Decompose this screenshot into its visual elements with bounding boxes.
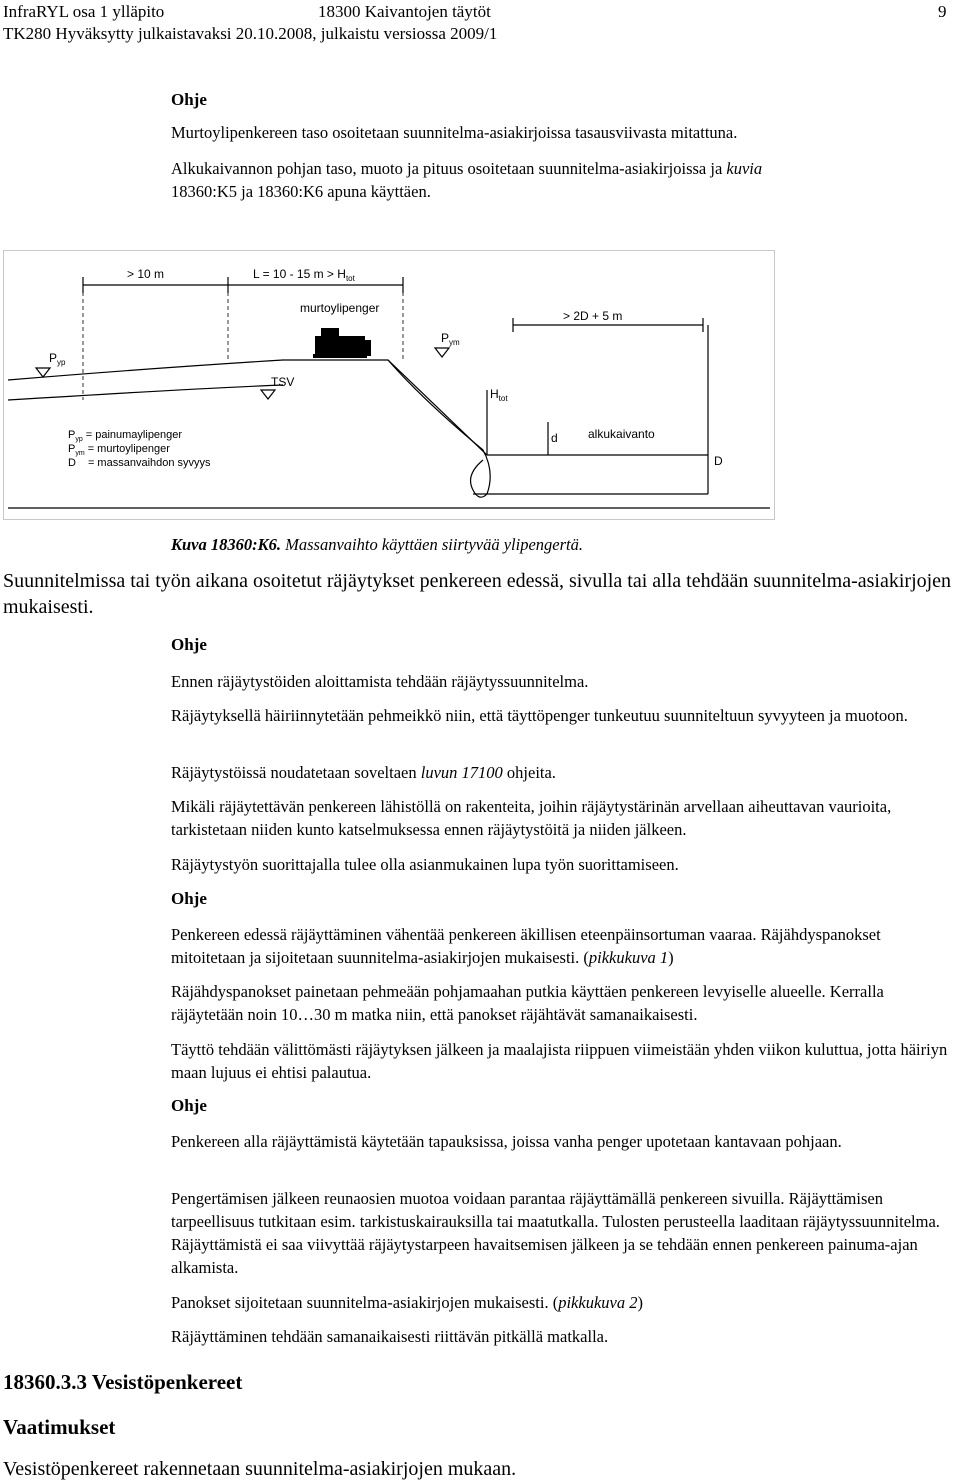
section-subheading: Vaatimukset [3, 1415, 116, 1439]
svg-text:D: D [714, 454, 723, 468]
page-number: 9 [938, 2, 947, 21]
ohje-heading: Ohje [171, 889, 207, 908]
ohje-paragraph: Räjäyttäminen tehdään samanaikaisesti riittävän pitkällä matkalla. [171, 1327, 609, 1346]
svg-text:Htot: $H_{tot}$ [490, 387, 508, 403]
svg-text:d: d [551, 431, 558, 445]
svg-text:TSV: TSV [271, 375, 295, 389]
ohje-paragraph: Räjäytyksellä häiriinnytetään pehmeikkö niin, että täyttöpenger tunkeutuu suunniteltuun syvyyteen ja muotoon. [171, 706, 908, 725]
ohje-paragraph: Panokset sijoitetaan suunnitelma-asiakirjojen mukaisesti. (pikkukuva 2) [171, 1293, 643, 1312]
header-doc-title: InfraRYL osa 1 ylläpito [3, 2, 165, 21]
figure-caption: Kuva 18360:K6. Massanvaihto käyttäen siirtyvää ylipengertä. [171, 535, 583, 554]
header-chapter-title: 18300 Kaivantojen täytöt [318, 2, 491, 21]
svg-text:alkukaivanto: alkukaivanto [588, 427, 655, 441]
ohje-paragraph: Penkereen alla räjäyttämistä käytetään tapauksissa, joissa vanha penger upotetaan kantavaan pohjaan. [171, 1132, 842, 1151]
ohje-paragraph: Täyttö tehdään välittömästi räjäytyksen jälkeen ja maalajista riippuen viimeistään yhden viikon kuluttua, jotta häiriyn maan lujuus ei ehtisi palautua. [171, 1040, 948, 1082]
svg-text:murtoylipenger: murtoylipenger [300, 301, 380, 315]
ohje-heading: Ohje [171, 1096, 207, 1115]
body-paragraph: Suunnitelmissa tai työn aikana osoitetut räjäytykset penkereen edessä, sivulla tai alla tehdään suunnitelma-asiakirjojen mukaisesti. [3, 570, 952, 618]
ohje-paragraph: Penkereen edessä räjäyttäminen vähentää penkereen äkillisen eteenpäinsortuman vaaraa. Räjähdyspanokset mitoitetaan ja sijoitetaan suunnitelma-asiakirjojen mukaisesti. (pikkukuva 1) [171, 925, 881, 967]
body-paragraph: Vesistöpenkereet rakennetaan suunnitelma-asiakirjojen mukaan. [3, 1458, 517, 1480]
svg-text:L = 10 - 15 m > Htot: L = 10 - 15 $m > H_{tot}$ [253, 267, 355, 283]
ohje-heading: Ohje [171, 90, 207, 109]
ohje-heading: Ohje [171, 635, 207, 654]
svg-text:D= massanvaihdon syvyys: D = massanvaihdon syvyys [68, 457, 211, 469]
ohje-paragraph: Murtoylipenkereen taso osoitetaan suunnitelma-asiakirjoissa tasausviivasta mitattuna. [171, 123, 738, 142]
mass-replacement-figure [3, 250, 775, 520]
section-heading: 18360.3.3 Vesistöpenkereet [3, 1370, 243, 1394]
ohje-paragraph: Räjäytystöissä noudatetaan soveltaen luvun 17100 ohjeita. [171, 763, 556, 782]
svg-text:> 2D + 5 m: > 2D + 5 m [563, 309, 623, 323]
ohje-paragraph: Räjähdyspanokset painetaan pehmeään pohjamaahan putkia käyttäen penkereen levyiselle alueelle. Kerralla räjäytetään noin 10…30 m matka niin, että panokset räjähtävät samanaikaisesti. [171, 982, 884, 1024]
ohje-paragraph: Ennen räjäytystöiden aloittamista tehdään räjäytyssuunnitelma. [171, 672, 589, 691]
ohje-paragraph: Alkukaivannon pohjan taso, muoto ja pituus osoitetaan suunnitelma-asiakirjoissa ja kuvia 18360:K5 ja 18360:K6 apuna käyttäen. [171, 159, 763, 201]
ohje-paragraph: Mikäli räjäytettävän penkereen lähistöllä on rakenteita, joihin räjäytystärinän arvellaan aiheuttavan vaurioita, tarkistetaan niiden kunto katselmuksessa ennen räjäytystöitä ja niiden jälkeen. [171, 797, 892, 839]
svg-text:> 10 m: > 10 m [127, 267, 165, 281]
svg-text:Pym= murtoylipenger: $P_{ym}$ = murtoylipenger [68, 443, 170, 457]
svg-text:Pyp: $P_{yp}$ [49, 351, 66, 367]
header-approval-line: TK280 Hyväksytty julkaistavaksi 20.10.2008, julkaistu versiossa 2009/1 [3, 24, 498, 43]
ohje-paragraph: Räjäytystyön suorittajalla tulee olla asianmukainen lupa työn suorittamiseen. [171, 855, 679, 874]
svg-text:Pym: $P_{ym}$ [441, 331, 460, 347]
svg-text:Pyp= painumaylipenger: $P_{yp}$ = painumaylipenger [68, 429, 183, 443]
ohje-paragraph: Pengertämisen jälkeen reunaosien muotoa voidaan parantaa räjäyttämällä penkereen sivuilla. Räjäyttämisen tarpeellisuus tutkitaan esim. tarkistuskairauksilla tai maatutkalla. Tulosten perusteella laaditaan räjäytyssuunnitelma. Räjäyttämistä ei saa viivyttää räjäytystarpeen havaitsemisen jälkeen ja se tehdään ennen penkereen painuma-ajan alkamista. [171, 1189, 940, 1277]
